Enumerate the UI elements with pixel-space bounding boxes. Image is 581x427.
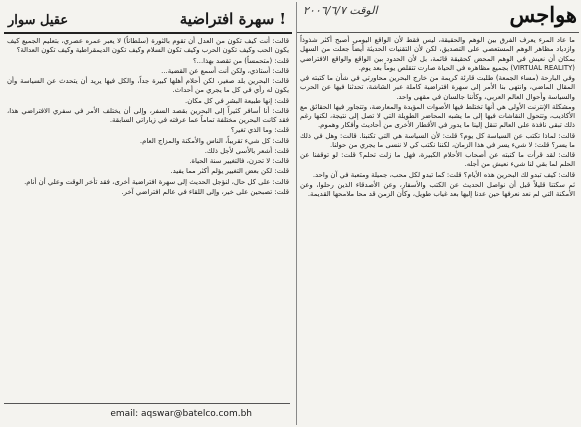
- paragraph: قالت: لقد قرأت ما كتبته عن أصحاب الأحلام الكبيرة، فهل ما زلت تحلم؟ قلت: لو توقفنا عن الحلم لما بقي لنا شيء نعيش من أجله.: [300, 151, 575, 169]
- paragraph: ومشكلة الإنترنت الأولى هي أنها تختلط فيها الأصوات المؤيدة والمعارضة، وتتجاور فيها الحقائق مع الأكاذيب، وتتحول النقاشات فيها إلى ما يشبه المحاضر الطويلة التي لا تصل إلى نتيجة، لكنها رغم ذلك تبقى نافذة على العالم تنقل إلينا ما يدور في الأقطار الأخرى من أحاديث وأفكار وهموم.: [300, 102, 575, 130]
- email-footer: [4, 403, 290, 423]
- paragraph: وفي البارحة (مساء الجمعة) طلبت قارئة كريمة من خارج البحرين محاورتي في شأن ما كتبته في المقال الماضي، وانتهى بنا الأمر إلى سهرة افتراضية كاملة عبر الشاشة، تحدثنا فيها عن الحرب والسياسة وأحوال العالم العربي، وكأننا جالسان في مقهى واحد.: [300, 74, 575, 101]
- author-email: email: aqswar@batelco.com.bh: [110, 408, 252, 419]
- paragraph: ثم سكتنا قليلاً قبل أن نواصل الحديث عن الكتب والأسفار، وعن الأصدقاء الذين رحلوا، وعن الأمكنة التي لم نعد نعرفها حين عدنا إليها بعد غياب طويل، وكأن الزمن قد محا ملامحها القديمة.: [300, 180, 575, 198]
- paragraph: قالت: كل شيء تقريباً، الناس والأمكنة والمزاج العام.: [139, 136, 289, 145]
- paragraph: قلت: تصبحين على خير، وإلى اللقاء في عالم افتراضي آخر.: [121, 187, 289, 196]
- paragraph: ما عاد المرء يعرف الفرق بين الوهم والحقيقة، ليس فقط لأن الواقع اليومي أصبح أكثر شذوذاً وازدياد مظاهر الوهم المستعصي على التصديق، لكن لأن التقنيات الحديثة أيضاً جعلت من السهل بمكان أن نعيش في الوهم المحض كحقيقة قائمة، بل لأن الحدود بين الواقع والواقع الافتراضي (VIRTUAL REALITY) بجميع مظاهره في الحياة صارت تتقلص يوماً بعد يوم.: [300, 36, 575, 72]
- paragraph: قالت: كيف تبدو لك البحرين هذه الأيام؟ قلت: كما تبدو لكل محب، جميلة ومتعبة في آن واحد.: [312, 170, 575, 179]
- paragraph: قالت: البحرين بلد صغير، لكن أحلام أهلها كبيرة جداً، والكل فيها يريد أن يتحدث عن السياسة وأن يكون له رأي في كل ما يجري من أحداث.: [7, 77, 289, 95]
- article-header: [4, 2, 292, 34]
- paragraph: قلت: لكن بعض التغيير يؤلم أكثر مما يفيد.: [170, 167, 289, 176]
- paragraph: قالت: على كل حال، لنؤجل الحديث إلى سهرة افتراضية أخرى، فقد تأخر الوقت وعلي أن أنام.: [24, 177, 289, 186]
- paragraph: قلت: وما الذي تغير؟: [230, 126, 289, 135]
- left-column-text: [4, 34, 292, 387]
- handwritten-date-note: الوقت ٢٠٠٦/٦/٧: [303, 4, 378, 17]
- article-title: سهرة افتراضية !: [179, 10, 286, 28]
- right-column: [296, 2, 579, 425]
- paragraph: قلت: أشعر بالأسى لأجل ذلك.: [204, 146, 289, 155]
- paragraph: قالت: لا تحزن، فالتغيير سنة الحياة.: [189, 157, 289, 165]
- column-name: هواجس: [509, 2, 577, 27]
- author-name: عقيل سوار: [8, 13, 69, 28]
- paragraph: قالت: أستاذي، ولكن أنت أسمع عن القضية...: [161, 66, 289, 75]
- paragraph: قلت: (متحمساً) من تقصد بهذا...؟: [192, 56, 289, 65]
- left-column: [4, 2, 292, 425]
- paragraph: قالت: أنا أسافر كثيراً إلى البحرين بقصد السفر، وإلى أن يختلف الأمر في سفري الافتراضي هذا، فقد كانت البحرين مختلفة تماماً عما عرفته في زياراتي السابقة.: [7, 106, 289, 124]
- right-column-text: [297, 33, 579, 424]
- column-header: [297, 2, 579, 33]
- paragraph: قلت: إنها طبيعة البشر في كل مكان.: [185, 96, 289, 105]
- paragraph: قالت: لماذا تكتب عن السياسة كل يوم؟ قلت: لأن السياسة هي التي تكتبنا. قالت: وهل في ذلك ما يسر؟ قلت: لا شيء يسر في هذا الزمان، لكننا نكتب كي لا ننسى ما يجري من حولنا.: [300, 131, 575, 149]
- paragraph: قالت: أنت كيف تكون من العدل أن تقوم بالثورة (سلطاناً) لا يعبر عمره عصري، بتعليم الجميع كيف يكون الحب وكيف تكون الحرب وكيف تكون السلام وكيف تكون الديمقراطية وكيف تكون العدالة؟: [7, 37, 289, 55]
